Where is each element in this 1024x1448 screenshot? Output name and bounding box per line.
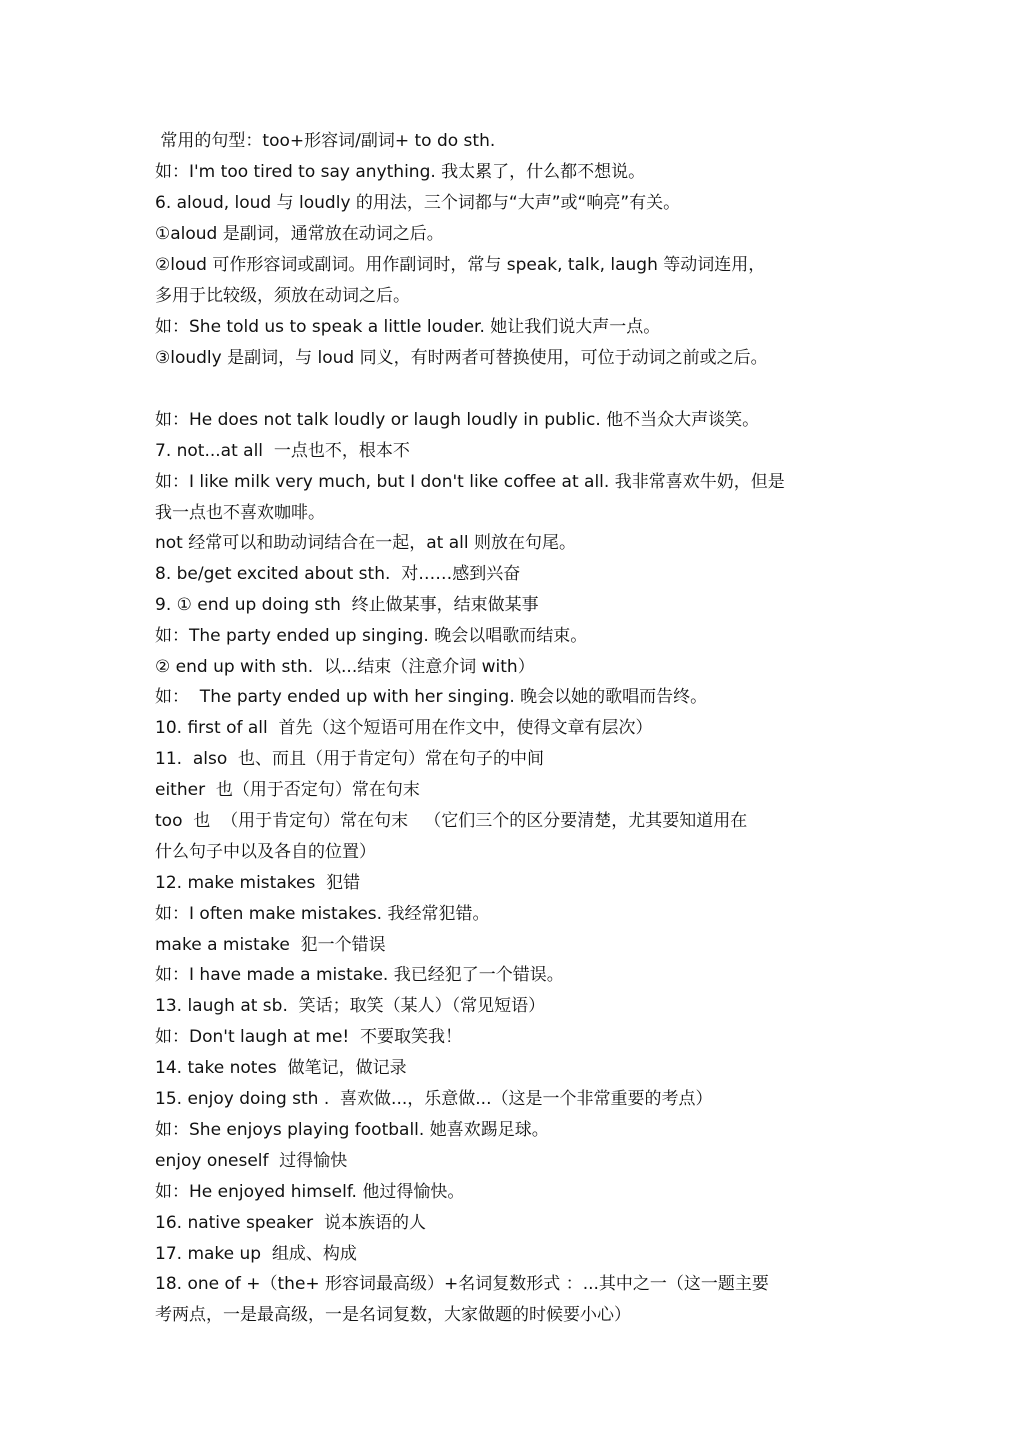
text-line: 11. also 也、而且（用于肯定句）常在句子的中间 (155, 749, 545, 769)
text-line: 18. one of +（the+ 形容词最高级）+名词复数形式 ：...其中之一（这一题主要 (155, 1274, 769, 1294)
text-line: 13. laugh at sb. 笑话；取笑（某人）（常见短语） (155, 996, 546, 1016)
text-line: 我一点也不喜欢咖啡。 (155, 503, 325, 523)
text-line: ②loud 可作形容词或副词。用作副词时，常与 speak, talk, laugh 等动词连用， (155, 255, 766, 275)
text-line: 6. aloud, loud 与 loudly 的用法，三个词都与“大声”或“响亮”有关。 (155, 193, 681, 213)
text-line: ② end up with sth. 以...结束（注意介词 with） (155, 657, 535, 677)
text-line: 如：She enjoys playing football. 她喜欢踢足球。 (155, 1120, 549, 1140)
text-line: make a mistake 犯一个错误 (155, 935, 386, 955)
text-line: 如：The party ended up singing. 晚会以唱歌而结束。 (155, 626, 588, 646)
text-line: ①aloud 是副词，通常放在动词之后。 (155, 224, 444, 244)
text-line: 16. native speaker 说本族语的人 (155, 1213, 426, 1233)
text-line: 常用的句型：too+形容词/副词+ to do sth. (155, 131, 496, 151)
text-line: 17. make up 组成、构成 (155, 1244, 357, 1264)
text-line: 7. not...at all 一点也不，根本不 (155, 441, 410, 461)
text-line: 10. first of all 首先（这个短语可用在作文中，使得文章有层次） (155, 718, 653, 738)
text-line: 如：I have made a mistake. 我已经犯了一个错误。 (155, 965, 564, 985)
text-line: 12. make mistakes 犯错 (155, 873, 361, 893)
text-line: 如：He enjoyed himself. 他过得愉快。 (155, 1182, 465, 1202)
text-line: ③loudly 是副词，与 loud 同义，有时两者可替换使用，可位于动词之前或之后。 (155, 348, 768, 368)
text-line: 14. take notes 做笔记，做记录 (155, 1058, 407, 1078)
text-line: 15. enjoy doing sth . 喜欢做...，乐意做...（这是一个非常重要的考点） (155, 1089, 713, 1109)
text-line: either 也（用于否定句）常在句末 (155, 780, 420, 800)
text-line: too 也 （用于肯定句）常在句末 （它们三个的区分要清楚，尤其要知道用在 (155, 811, 748, 831)
text-line: 什么句子中以及各自的位置） (155, 842, 376, 862)
text-line: 如：She told us to speak a little louder. 她让我们说大声一点。 (155, 317, 661, 337)
text-line: 如：I like milk very much, but I don't like coffee at all. 我非常喜欢牛奶，但是 (155, 472, 785, 492)
text-line: 如：I'm too tired to say anything. 我太累了，什么都不想说。 (155, 162, 646, 182)
text-line: not 经常可以和助动词结合在一起，at all 则放在句尾。 (155, 533, 576, 553)
text-line: 如：He does not talk loudly or laugh loudly in public. 他不当众大声谈笑。 (155, 410, 760, 430)
text-line: 9. ① end up doing sth 终止做某事，结束做某事 (155, 595, 539, 615)
text-line: enjoy oneself 过得愉快 (155, 1151, 348, 1171)
text-line: 多用于比较级，须放在动词之后。 (155, 286, 410, 306)
text-line: 如：I often make mistakes. 我经常犯错。 (155, 904, 490, 924)
text-line: 8. be/get excited about sth. 对……感到兴奋 (155, 564, 521, 584)
text-line: 如： The party ended up with her singing. 晚会以她的歌唱而告终。 (155, 687, 708, 707)
text-line: 如：Don't laugh at me! 不要取笑我！ (155, 1027, 463, 1047)
text-line: 考两点，一是最高级，一是名词复数，大家做题的时候要小心） (155, 1305, 631, 1325)
